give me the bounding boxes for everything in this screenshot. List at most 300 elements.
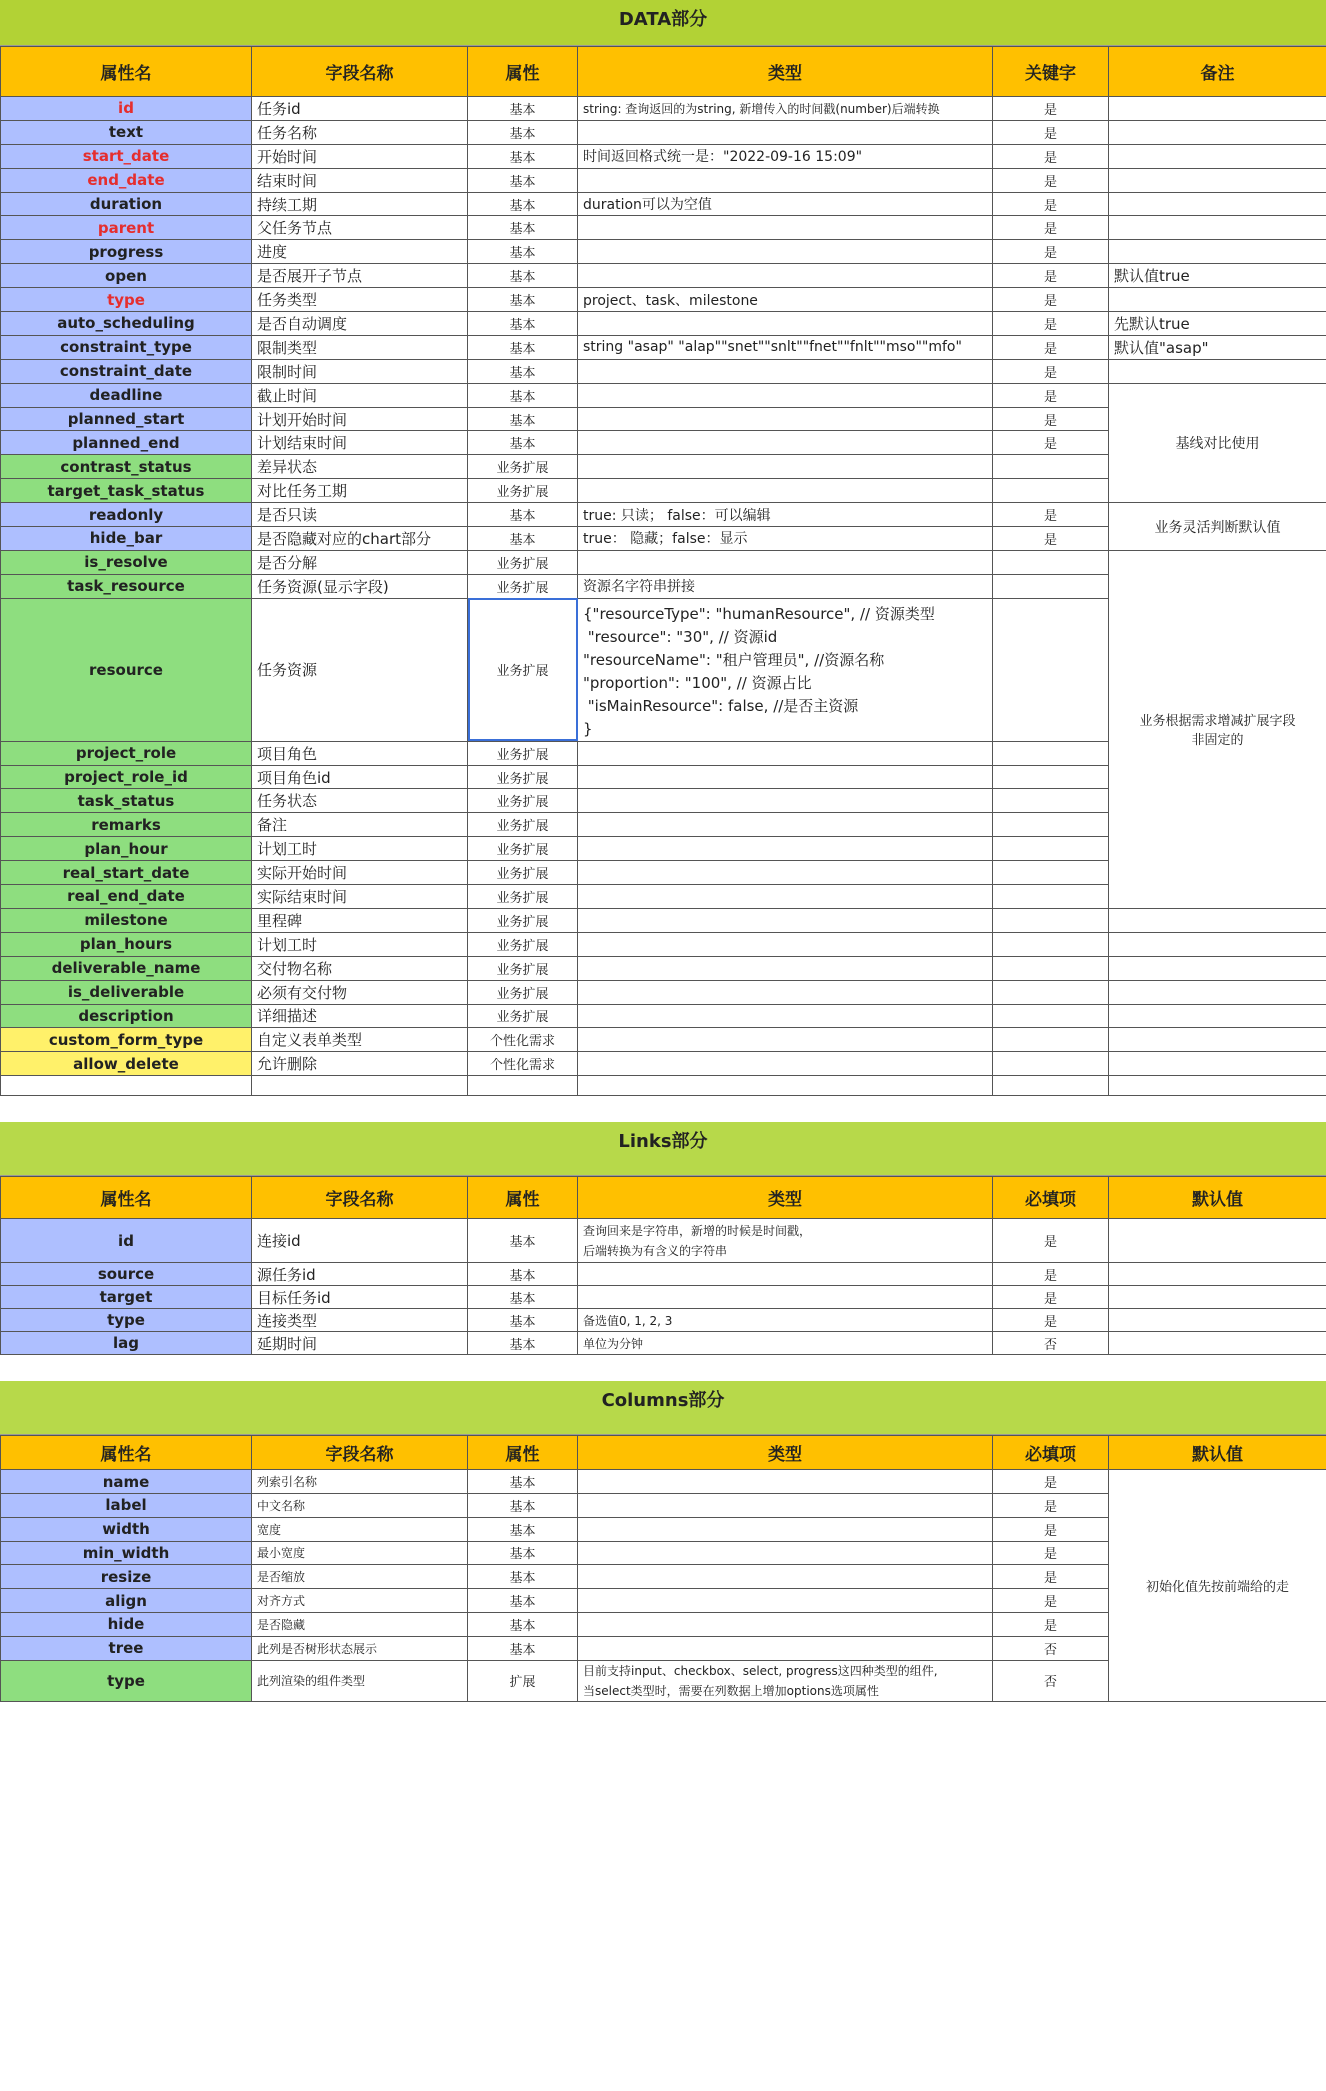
attr-cell: 基本 xyxy=(468,168,578,192)
key-cell: 是 xyxy=(993,335,1109,359)
table-row xyxy=(1,1263,1326,1286)
type-cell xyxy=(578,455,993,479)
attr-cell: 基本 xyxy=(468,216,578,240)
type-cell: 目前支持input、checkbox、select, progress这四种类型的组件, 当select类型时，需要在列数据上增加options选项属性 xyxy=(578,1660,993,1701)
required-cell: 是 xyxy=(993,1286,1109,1309)
table-row xyxy=(1,240,1326,264)
attr-name-cell: auto_scheduling xyxy=(1,312,252,336)
attr-name-cell: is_resolve xyxy=(1,550,252,574)
attr-name-cell: label xyxy=(1,1493,252,1517)
field-name-cell: 允许删除 xyxy=(252,1052,468,1076)
field-name-cell: 是否分解 xyxy=(252,550,468,574)
columns-header-row xyxy=(1,1436,1326,1470)
note-cell xyxy=(1109,359,1326,383)
key-cell xyxy=(993,956,1109,980)
section-gap xyxy=(0,1355,1326,1381)
key-cell: 是 xyxy=(993,407,1109,431)
key-cell: 是 xyxy=(993,527,1109,551)
default-cell xyxy=(1109,1219,1326,1263)
required-cell: 是 xyxy=(993,1263,1109,1286)
field-name-cell: 父任务节点 xyxy=(252,216,468,240)
key-cell xyxy=(993,598,1109,741)
field-name-cell: 自定义表单类型 xyxy=(252,1028,468,1052)
links-section-title: Links部分 xyxy=(0,1122,1326,1176)
field-name-cell: 是否缩放 xyxy=(252,1565,468,1589)
header-field-name: 字段名称 xyxy=(252,1177,468,1219)
table-row xyxy=(1,1004,1326,1028)
required-cell: 是 xyxy=(993,1517,1109,1541)
required-cell: 是 xyxy=(993,1589,1109,1613)
header-attr-name: 属性名 xyxy=(1,1177,252,1219)
default-merged-cell: 初始化值先按前端给的走 xyxy=(1109,1470,1326,1701)
attr-name-cell: source xyxy=(1,1263,252,1286)
key-cell: 是 xyxy=(993,288,1109,312)
required-cell: 否 xyxy=(993,1332,1109,1355)
field-name-cell: 交付物名称 xyxy=(252,956,468,980)
attr-name-cell: remarks xyxy=(1,813,252,837)
key-cell xyxy=(993,885,1109,909)
attr-cell: 基本 xyxy=(468,1219,578,1263)
field-name-cell: 延期时间 xyxy=(252,1332,468,1355)
attr-name-cell: type xyxy=(1,288,252,312)
note-cell xyxy=(1109,288,1326,312)
attr-cell: 个性化需求 xyxy=(468,1052,578,1076)
type-cell: 备选值0, 1, 2, 3 xyxy=(578,1309,993,1332)
required-cell: 是 xyxy=(993,1493,1109,1517)
attr-name-cell: resize xyxy=(1,1565,252,1589)
attr-cell: 基本 xyxy=(468,1263,578,1286)
field-name-cell xyxy=(252,1076,468,1096)
key-cell: 是 xyxy=(993,359,1109,383)
table-row xyxy=(1,1332,1326,1355)
table-row xyxy=(1,359,1326,383)
table-row xyxy=(1,908,1326,932)
field-name-cell: 是否只读 xyxy=(252,503,468,527)
note-cell xyxy=(1109,908,1326,932)
attr-cell: 基本 xyxy=(468,1470,578,1494)
type-cell xyxy=(578,216,993,240)
header-required: 必填项 xyxy=(993,1177,1109,1219)
attr-name-cell: custom_form_type xyxy=(1,1028,252,1052)
attr-name-cell: align xyxy=(1,1589,252,1613)
field-name-cell: 是否隐藏对应的chart部分 xyxy=(252,527,468,551)
type-cell xyxy=(578,359,993,383)
header-field-name: 字段名称 xyxy=(252,1436,468,1470)
field-name-cell: 任务类型 xyxy=(252,288,468,312)
table-row xyxy=(1,1309,1326,1332)
header-field-name: 字段名称 xyxy=(252,47,468,97)
key-cell: 是 xyxy=(993,216,1109,240)
attr-cell: 扩展 xyxy=(468,1660,578,1701)
type-cell xyxy=(578,789,993,813)
field-name-cell: 截止时间 xyxy=(252,383,468,407)
type-cell xyxy=(578,1004,993,1028)
type-cell xyxy=(578,407,993,431)
field-name-cell: 此列渲染的组件类型 xyxy=(252,1660,468,1701)
default-cell xyxy=(1109,1286,1326,1309)
note-cell xyxy=(1109,932,1326,956)
attr-name-cell: task_resource xyxy=(1,574,252,598)
field-name-cell: 列索引名称 xyxy=(252,1470,468,1494)
table-row xyxy=(1,1028,1326,1052)
attr-cell: 基本 xyxy=(468,335,578,359)
attr-name-cell: real_end_date xyxy=(1,885,252,909)
attr-cell: 基本 xyxy=(468,1612,578,1636)
attr-name-cell: deliverable_name xyxy=(1,956,252,980)
attr-name-cell: resource xyxy=(1,598,252,741)
note-cell: 先默认true xyxy=(1109,312,1326,336)
field-name-cell: 此列是否树形状态展示 xyxy=(252,1636,468,1660)
note-cell: 默认值"asap" xyxy=(1109,335,1326,359)
attr-name-cell: project_role xyxy=(1,741,252,765)
attr-cell: 业务扩展 xyxy=(468,932,578,956)
key-cell xyxy=(993,455,1109,479)
key-cell xyxy=(993,574,1109,598)
field-name-cell: 限制类型 xyxy=(252,335,468,359)
table-row xyxy=(1,97,1326,121)
attr-name-cell: parent xyxy=(1,216,252,240)
table-row xyxy=(1,1219,1326,1263)
attr-name-cell: constraint_date xyxy=(1,359,252,383)
field-name-cell: 计划结束时间 xyxy=(252,431,468,455)
type-cell: {"resourceType": "humanResource", // 资源类型 "resource": "30", // 资源id "resourceName": "租户管理员", //资源名称 "proportion": "100", // 资源占比 "isMainResource": false, //是否主资源 } xyxy=(578,598,993,741)
type-cell: 单位为分钟 xyxy=(578,1332,993,1355)
type-cell xyxy=(578,741,993,765)
attr-name-cell: deadline xyxy=(1,383,252,407)
attr-cell: 基本 xyxy=(468,240,578,264)
attr-cell: 基本 xyxy=(468,312,578,336)
table-row xyxy=(1,1286,1326,1309)
type-cell xyxy=(578,956,993,980)
attr-name-cell: start_date xyxy=(1,144,252,168)
header-attr-name: 属性名 xyxy=(1,1436,252,1470)
table-row xyxy=(1,1052,1326,1076)
attr-name-cell: contrast_status xyxy=(1,455,252,479)
table-row xyxy=(1,1076,1326,1096)
attr-cell: 业务扩展 xyxy=(468,1004,578,1028)
field-name-cell: 计划工时 xyxy=(252,837,468,861)
type-cell xyxy=(578,885,993,909)
type-cell xyxy=(578,1493,993,1517)
attr-cell: 业务扩展 xyxy=(468,741,578,765)
type-cell xyxy=(578,908,993,932)
table-row xyxy=(1,503,1326,527)
attr-name-cell: target xyxy=(1,1286,252,1309)
attr-cell: 基本 xyxy=(468,1565,578,1589)
type-cell xyxy=(578,1612,993,1636)
key-cell: 是 xyxy=(993,120,1109,144)
field-name-cell: 项目角色id xyxy=(252,765,468,789)
attr-name-cell: type xyxy=(1,1660,252,1701)
key-cell: 是 xyxy=(993,168,1109,192)
table-row xyxy=(1,144,1326,168)
type-cell: project、task、milestone xyxy=(578,288,993,312)
type-cell xyxy=(578,431,993,455)
type-cell: string "asap" "alap""snet""snlt""fnet""fnlt""mso""mfo" xyxy=(578,335,993,359)
note-cell xyxy=(1109,216,1326,240)
default-cell xyxy=(1109,1309,1326,1332)
attr-cell: 业务扩展 xyxy=(468,861,578,885)
type-cell xyxy=(578,765,993,789)
required-cell: 是 xyxy=(993,1470,1109,1494)
type-cell xyxy=(578,837,993,861)
required-cell: 否 xyxy=(993,1636,1109,1660)
attr-cell: 基本 xyxy=(468,120,578,144)
type-cell xyxy=(578,120,993,144)
type-cell: 资源名字符串拼接 xyxy=(578,574,993,598)
key-cell: 是 xyxy=(993,97,1109,121)
columns-table xyxy=(0,1435,1326,1701)
header-type: 类型 xyxy=(578,1436,993,1470)
attr-cell: 业务扩展 xyxy=(468,574,578,598)
header-type: 类型 xyxy=(578,47,993,97)
note-cell xyxy=(1109,144,1326,168)
attr-name-cell: hide xyxy=(1,1612,252,1636)
header-attr: 属性 xyxy=(468,47,578,97)
table-row xyxy=(1,312,1326,336)
attr-name-cell: description xyxy=(1,1004,252,1028)
attr-cell xyxy=(468,1076,578,1096)
table-row xyxy=(1,932,1326,956)
attr-cell: 业务扩展 xyxy=(468,455,578,479)
key-cell: 是 xyxy=(993,192,1109,216)
attr-cell: 基本 xyxy=(468,1517,578,1541)
note-cell xyxy=(1109,980,1326,1004)
attr-cell: 业务扩展 xyxy=(468,885,578,909)
note-cell xyxy=(1109,1004,1326,1028)
field-name-cell: 项目角色 xyxy=(252,741,468,765)
table-row xyxy=(1,335,1326,359)
field-name-cell: 宽度 xyxy=(252,1517,468,1541)
attr-cell: 业务扩展 xyxy=(468,980,578,1004)
field-name-cell: 开始时间 xyxy=(252,144,468,168)
field-name-cell: 结束时间 xyxy=(252,168,468,192)
attr-name-cell: width xyxy=(1,1517,252,1541)
field-name-cell: 任务资源(显示字段) xyxy=(252,574,468,598)
attr-name-cell: min_width xyxy=(1,1541,252,1565)
attr-name-cell: target_task_status xyxy=(1,479,252,503)
table-row xyxy=(1,550,1326,574)
header-type: 类型 xyxy=(578,1177,993,1219)
key-cell xyxy=(993,1052,1109,1076)
type-cell xyxy=(578,312,993,336)
attr-cell: 基本 xyxy=(468,97,578,121)
header-required: 必填项 xyxy=(993,1436,1109,1470)
key-cell xyxy=(993,1028,1109,1052)
attr-name-cell: progress xyxy=(1,240,252,264)
field-name-cell: 连接类型 xyxy=(252,1309,468,1332)
attr-name-cell: plan_hour xyxy=(1,837,252,861)
type-cell xyxy=(578,1470,993,1494)
note-cell xyxy=(1109,1076,1326,1096)
type-cell: true: 只读； false：可以编辑 xyxy=(578,503,993,527)
table-row xyxy=(1,383,1326,407)
attr-cell: 基本 xyxy=(468,1309,578,1332)
required-cell: 否 xyxy=(993,1660,1109,1701)
data-header-row xyxy=(1,47,1326,97)
note-business-default: 业务灵活判断默认值 xyxy=(1109,503,1326,551)
table-row xyxy=(1,288,1326,312)
type-cell xyxy=(578,1028,993,1052)
attr-cell: 基本 xyxy=(468,1493,578,1517)
attr-cell: 业务扩展 xyxy=(468,813,578,837)
attr-cell: 基本 xyxy=(468,359,578,383)
note-cell xyxy=(1109,168,1326,192)
attr-name-cell: allow_delete xyxy=(1,1052,252,1076)
data-section-title: DATA部分 xyxy=(0,0,1326,46)
attr-name-cell: id xyxy=(1,1219,252,1263)
field-name-cell: 实际开始时间 xyxy=(252,861,468,885)
field-name-cell: 对比任务工期 xyxy=(252,479,468,503)
attr-name-cell: real_start_date xyxy=(1,861,252,885)
attr-cell: 业务扩展 xyxy=(468,550,578,574)
attr-name-cell: project_role_id xyxy=(1,765,252,789)
key-cell: 是 xyxy=(993,431,1109,455)
note-cell xyxy=(1109,192,1326,216)
attr-cell: 业务扩展 xyxy=(468,479,578,503)
field-name-cell: 任务id xyxy=(252,97,468,121)
attr-cell: 基本 xyxy=(468,1332,578,1355)
attr-cell: 业务扩展 xyxy=(468,765,578,789)
attr-name-cell: lag xyxy=(1,1332,252,1355)
attr-name-cell: open xyxy=(1,264,252,288)
table-row xyxy=(1,168,1326,192)
key-cell: 是 xyxy=(993,240,1109,264)
attr-name-cell: plan_hours xyxy=(1,932,252,956)
table-row xyxy=(1,192,1326,216)
key-cell xyxy=(993,550,1109,574)
type-cell xyxy=(578,1589,993,1613)
field-name-cell: 进度 xyxy=(252,240,468,264)
field-name-cell: 计划工时 xyxy=(252,932,468,956)
header-key: 关键字 xyxy=(993,47,1109,97)
table-row xyxy=(1,216,1326,240)
field-name-cell: 持续工期 xyxy=(252,192,468,216)
type-cell: 时间返回格式统一是："2022-09-16 15:09" xyxy=(578,144,993,168)
data-table xyxy=(0,46,1326,1096)
links-table xyxy=(0,1176,1326,1355)
key-cell xyxy=(993,837,1109,861)
attr-name-cell: hide_bar xyxy=(1,527,252,551)
attr-name-cell: milestone xyxy=(1,908,252,932)
attr-cell: 基本 xyxy=(468,192,578,216)
field-name-cell: 任务状态 xyxy=(252,789,468,813)
type-cell xyxy=(578,240,993,264)
required-cell: 是 xyxy=(993,1309,1109,1332)
header-attr-name: 属性名 xyxy=(1,47,252,97)
field-name-cell: 备注 xyxy=(252,813,468,837)
default-cell xyxy=(1109,1332,1326,1355)
key-cell: 是 xyxy=(993,264,1109,288)
attr-name-cell: name xyxy=(1,1470,252,1494)
header-default: 默认值 xyxy=(1109,1436,1326,1470)
type-cell xyxy=(578,168,993,192)
type-cell: 查询回来是字符串，新增的时候是时间戳， 后端转换为有含义的字符串 xyxy=(578,1219,993,1263)
field-name-cell: 是否隐藏 xyxy=(252,1612,468,1636)
key-cell: 是 xyxy=(993,383,1109,407)
note-baseline: 基线对比使用 xyxy=(1109,383,1326,502)
note-cell xyxy=(1109,97,1326,121)
type-cell xyxy=(578,1076,993,1096)
field-name-cell: 是否展开子节点 xyxy=(252,264,468,288)
field-name-cell: 必须有交付物 xyxy=(252,980,468,1004)
attr-cell: 业务扩展 xyxy=(468,789,578,813)
links-header-row xyxy=(1,1177,1326,1219)
attr-name-cell: tree xyxy=(1,1636,252,1660)
field-name-cell: 差异状态 xyxy=(252,455,468,479)
field-name-cell: 源任务id xyxy=(252,1263,468,1286)
attr-cell: 基本 xyxy=(468,144,578,168)
attr-cell: 基本 xyxy=(468,1636,578,1660)
attr-cell: 基本 xyxy=(468,1589,578,1613)
attr-name-cell: duration xyxy=(1,192,252,216)
key-cell xyxy=(993,932,1109,956)
key-cell xyxy=(993,861,1109,885)
attr-cell: 基本 xyxy=(468,407,578,431)
field-name-cell: 是否自动调度 xyxy=(252,312,468,336)
key-cell xyxy=(993,980,1109,1004)
key-cell xyxy=(993,789,1109,813)
field-name-cell: 任务资源 xyxy=(252,598,468,741)
table-row xyxy=(1,1470,1326,1494)
key-cell xyxy=(993,1004,1109,1028)
attr-name-cell xyxy=(1,1076,252,1096)
field-name-cell: 任务名称 xyxy=(252,120,468,144)
type-cell xyxy=(578,1052,993,1076)
attr-name-cell: task_status xyxy=(1,789,252,813)
note-cell xyxy=(1109,1028,1326,1052)
attr-cell: 个性化需求 xyxy=(468,1028,578,1052)
type-cell xyxy=(578,980,993,1004)
attr-cell: 业务扩展 xyxy=(468,837,578,861)
note-cell xyxy=(1109,240,1326,264)
section-gap xyxy=(0,1096,1326,1122)
attr-cell: 基本 xyxy=(468,288,578,312)
header-default: 默认值 xyxy=(1109,1177,1326,1219)
attr-cell: 业务扩展 xyxy=(468,598,578,741)
note-cell xyxy=(1109,120,1326,144)
type-cell xyxy=(578,1263,993,1286)
key-cell: 是 xyxy=(993,144,1109,168)
attr-name-cell: planned_end xyxy=(1,431,252,455)
field-name-cell: 目标任务id xyxy=(252,1286,468,1309)
header-note: 备注 xyxy=(1109,47,1326,97)
attr-cell: 基本 xyxy=(468,264,578,288)
note-cell: 默认值true xyxy=(1109,264,1326,288)
field-name-cell: 计划开始时间 xyxy=(252,407,468,431)
note-cell xyxy=(1109,956,1326,980)
field-name-cell: 最小宽度 xyxy=(252,1541,468,1565)
attr-name-cell: end_date xyxy=(1,168,252,192)
default-cell xyxy=(1109,1263,1326,1286)
table-row xyxy=(1,980,1326,1004)
field-name-cell: 里程碑 xyxy=(252,908,468,932)
field-name-cell: 详细描述 xyxy=(252,1004,468,1028)
key-cell xyxy=(993,813,1109,837)
attr-name-cell: readonly xyxy=(1,503,252,527)
required-cell: 是 xyxy=(993,1565,1109,1589)
attr-cell: 基本 xyxy=(468,383,578,407)
type-cell: true： 隐藏；false：显示 xyxy=(578,527,993,551)
header-attr: 属性 xyxy=(468,1177,578,1219)
attr-cell: 基本 xyxy=(468,527,578,551)
attr-cell: 基本 xyxy=(468,1286,578,1309)
attr-name-cell: text xyxy=(1,120,252,144)
table-row xyxy=(1,956,1326,980)
type-cell xyxy=(578,1565,993,1589)
key-cell: 是 xyxy=(993,503,1109,527)
type-cell xyxy=(578,550,993,574)
